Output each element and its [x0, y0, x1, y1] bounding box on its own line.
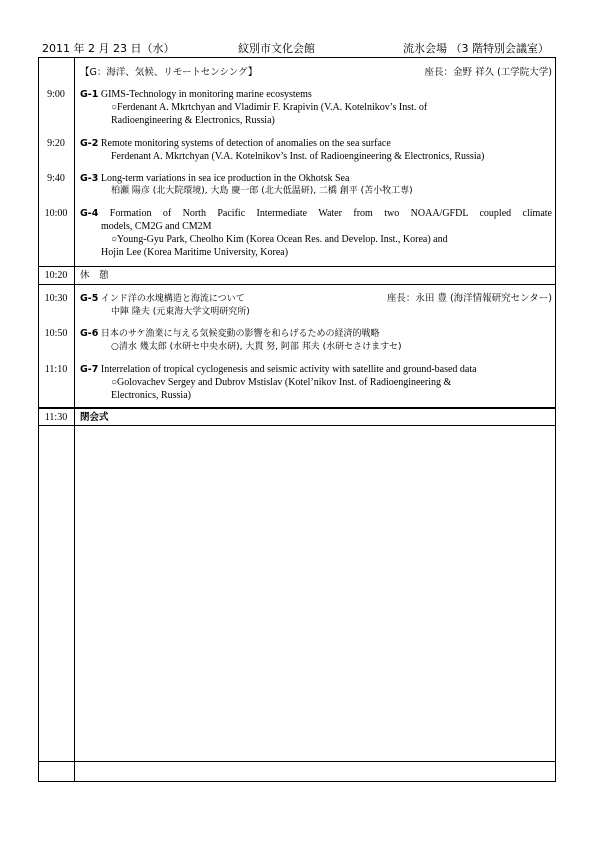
- divider: [38, 284, 556, 285]
- talk-authors: Ferdenant A. Mkrtchyan (V.A. Kotelnikov’s Inst. of Radioengineering & Electronics, Russia): [111, 151, 485, 162]
- talk-title: インド洋の水塊構造と海流について: [100, 294, 245, 304]
- talk-code: G-6: [80, 328, 99, 339]
- talk-authors: ○清水 幾太郎 (水研セ中央水研), 大貫 努, 阿部 邦夫 (水研セさけますセ): [111, 342, 402, 352]
- closing-label: 閉会式: [80, 412, 109, 423]
- talk-authors: 中陣 隆夫 (元東海大学文明研究所): [111, 307, 250, 317]
- time-column-divider: [74, 57, 75, 782]
- talk-code: G-5: [80, 293, 99, 304]
- talk-authors: ○Golovachev Sergey and Dubrov Mstislav (Kotel’nikov Inst. of Radioengineering &: [111, 377, 452, 388]
- session-chair: 座長：金野 祥久 (工学院大学): [424, 67, 552, 78]
- talk-authors: Electronics, Russia): [111, 390, 191, 401]
- time-break: 10:20: [44, 270, 68, 281]
- room-header: 流氷会場 （3 階特別会議室）: [403, 42, 549, 55]
- session-header: [80, 66, 552, 80]
- time-g1: 9:00: [47, 89, 65, 100]
- divider: [38, 425, 556, 426]
- date-header: 2011 年 2 月 23 日（水）: [42, 42, 175, 55]
- talk-title: 日本のサケ漁業に与える気候変動の影響を和らげるための経済的戦略: [100, 329, 380, 339]
- talk-title: Remote monitoring systems of detection of anomalies on the sea surface: [100, 138, 391, 149]
- talk-g2: [80, 137, 552, 163]
- time-g2: 9:20: [47, 138, 65, 149]
- talk-g1: [80, 88, 552, 127]
- time-closing: 11:30: [44, 412, 68, 423]
- venue-header: 紋別市文化会館: [238, 42, 315, 55]
- talk-authors: 柏瀬 陽彦 (北大院環境), 大島 慶一郎 (北大低温研), 二橋 創平 (苫小牧工専): [111, 186, 413, 196]
- talk-title: Long-term variations in sea ice production in the Okhotsk Sea: [100, 173, 350, 184]
- talk-authors: ○Young-Gyu Park, Cheolho Kim (Korea Ocean Res. and Develop. Inst., Korea) and: [111, 234, 448, 245]
- talk-g3: [80, 172, 552, 198]
- break-label: 休 憩: [80, 270, 109, 281]
- divider: [38, 761, 556, 762]
- talk-title: Formation of North Pacific Intermediate Water from two NOAA/GFDL coupled climate: [109, 208, 552, 219]
- talk-code: G-2: [80, 138, 99, 149]
- divider: [38, 407, 556, 409]
- talk-code: G-3: [80, 173, 99, 184]
- divider: [38, 266, 556, 267]
- talk-code: G-7: [80, 364, 99, 375]
- talk-g4: [80, 207, 552, 259]
- talk-title: Interrelation of tropical cyclogenesis and seismic activity with satellite and ground-based data: [100, 364, 477, 375]
- session-title: 【G：海洋、気候、リモートセンシング】: [80, 67, 258, 78]
- talk-title: GIMS-Technology in monitoring marine ecosystems: [100, 89, 312, 100]
- time-g4: 10:00: [44, 208, 68, 219]
- talk-g5: [80, 292, 552, 319]
- time-g6: 10:50: [44, 328, 68, 339]
- session2-chair: 座長：永田 豊 (海洋情報研究センター): [386, 293, 552, 304]
- time-g7: 11:10: [44, 364, 68, 375]
- time-g5: 10:30: [44, 293, 68, 304]
- talk-authors: Hojin Lee (Korea Maritime University, Korea): [101, 247, 289, 258]
- talk-code: G-1: [80, 89, 99, 100]
- talk-g7: [80, 363, 552, 402]
- talk-title-cont: models, CM2G and CM2M: [101, 221, 212, 232]
- talk-g6: [80, 327, 552, 354]
- talk-code: G-4: [80, 208, 99, 219]
- time-g3: 9:40: [47, 173, 65, 184]
- talk-authors: Radioengineering & Electronics, Russia): [111, 115, 275, 126]
- talk-authors: ○Ferdenant A. Mkrtchyan and Vladimir F. Krapivin (V.A. Kotelnikov’s Inst. of: [111, 102, 428, 113]
